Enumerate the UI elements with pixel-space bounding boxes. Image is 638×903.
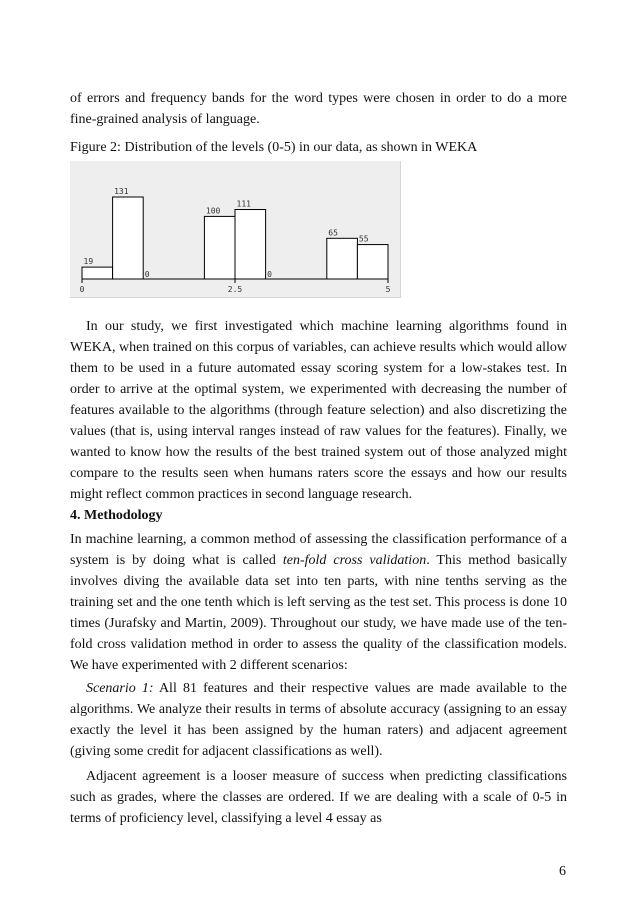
paragraph-text: of errors and frequency bands for the word types were chosen in order to do a more fine-grained analysis of language.	[70, 91, 567, 127]
histogram-bar	[204, 216, 235, 279]
histogram-bar	[357, 245, 388, 279]
figure-chart	[70, 161, 401, 298]
histogram-chart	[70, 161, 400, 297]
scenario-label: Scenario 1:	[86, 681, 154, 696]
paragraph-text: In machine learning, a common method of assessing the classification performance of a system is by doing what is called	[70, 532, 567, 568]
paragraph-intro-tail	[70, 88, 567, 130]
histogram-bar	[113, 197, 144, 279]
bar-count-label: 0	[144, 270, 150, 279]
paragraph-text: In our study, we first investigated which machine learning algorithms found in WEKA, when trained on this corpus of variables, can achieve results which would allow them to be used in a future automated essay scoring system for a low-stakes test. In order to arrive at the optimal system, we experimented with decreasing the number of features available to the algorithms (through feature selection) and also discretizing the values (that is, using interval ranges instead of raw values for the features). Finally, we wanted to know how the results of the best trained system out of those analyzed might compare to the results seen when humans raters score the essays and how our results might reflect common practices in second language research.	[70, 319, 567, 502]
histogram-bar	[235, 210, 266, 279]
paragraph-text: . This method basically involves diving the available data set into ten parts, with nine tenths serving as the training set and the one tenth which is left serving as the test set. This process is done 10 times (Jurafsky and Martin, 2009). Throughout our study, we have made use of the ten-fold cross validation method in order to assess the quality of the classification models. We have experimented with 2 different scenarios:	[70, 553, 568, 673]
bar-count-label: 65	[328, 228, 338, 238]
x-tick-label: 2.5	[227, 285, 243, 294]
paragraph-adjacent-agreement	[70, 766, 567, 829]
figure-caption: Figure 2: Distribution of the levels (0-5) in our data, as shown in WEKA	[70, 140, 478, 155]
bar-count-label: 131	[114, 187, 129, 196]
histogram-bar	[82, 267, 113, 279]
bar-count-label: 55	[358, 234, 369, 244]
section-heading: 4. Methodology	[70, 508, 163, 523]
paragraph-methodology	[70, 529, 567, 676]
bar-count-label: 111	[236, 199, 251, 209]
paragraph-study-overview	[70, 316, 567, 505]
paragraph-text: All 81 features and their respective values are made available to the algorithms. We analyze their results in terms of absolute accuracy (assigning to an essay exactly the level it has been assigned by the human raters) and adjacent agreement (giving some credit for adjacent classifications as well).	[70, 681, 567, 759]
paragraph-text: Adjacent agreement is a looser measure of success when predicting classifications such as grades, where the classes are ordered. If we are dealing with a scale of 0-5 in terms of proficiency level, classifying a level 4 essay as	[70, 769, 567, 826]
bar-count-label: 0	[267, 270, 272, 279]
bar-count-label: 19	[83, 257, 94, 267]
term-emphasis: ten-fold cross validation	[282, 553, 427, 568]
paragraph-scenario-1	[70, 678, 567, 762]
histogram-bar	[327, 238, 358, 279]
x-tick-label: 5	[385, 285, 391, 294]
page-number: 6	[559, 864, 566, 879]
bar-count-label: 100	[205, 206, 221, 216]
x-tick-label: 0	[79, 285, 85, 294]
